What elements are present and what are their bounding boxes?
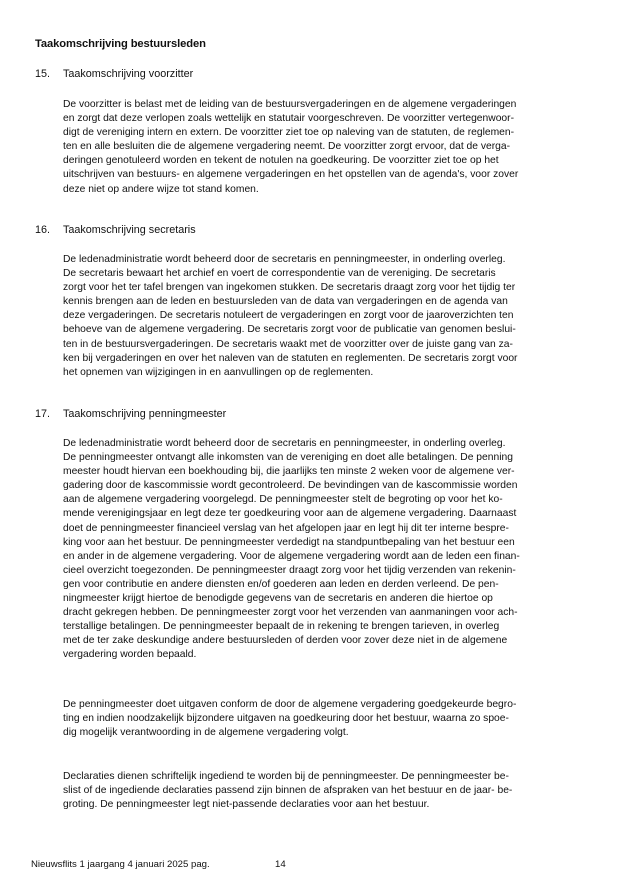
text-line: en zorgt dat deze verlopen zoals wettelijk en statutair voorgeschreven. De voorzitter vertegenwoor- bbox=[63, 113, 515, 125]
text-line: zorgt voor het ter tafel brengen van ingekomen stukken. De secretaris draagt zorg voor het tijdig ter bbox=[63, 282, 516, 294]
text-line: terstallige betalingen. De penningmeester bepaalt de in rekening te brengen tarieven, in overleg bbox=[63, 621, 500, 633]
text-line: Declaraties dienen schriftelijk ingediend te worden bij de penningmeester. De penningmeester be- bbox=[63, 771, 509, 782]
text-line: ten en alle besluiten die de algemene vergadering neemt. De voorzitter zorgt ervoor, dat de verga- bbox=[63, 141, 511, 153]
section-title: Taakomschrijving secretaris bbox=[63, 224, 196, 236]
text-line: gen voor contributie en andere diensten en/of goederen aan leden en derden verleend. De pen- bbox=[63, 578, 499, 590]
text-line: mende verenigingsjaar en legt deze ter goedkeuring voor aan de algemene vergadering. Daarnaast bbox=[63, 508, 517, 520]
section-title: Taakomschrijving penningmeester bbox=[63, 408, 227, 420]
text-line: king voor aan het bestuur. De penningmeester verdedigt na standpuntbepaling van het bestuur een bbox=[63, 536, 515, 548]
text-line: deze vergaderingen. De secretaris notuleert de vergaderingen en zorgt voor de jaaroverzichten ten bbox=[63, 310, 514, 322]
section-heading-17 bbox=[35, 408, 226, 420]
text-line: groting. De penningmeester legt niet-passende declaraties voor aan het bestuur. bbox=[63, 799, 430, 811]
text-line: slist of de ingediende declaraties passend zijn binnen de afspraken van het bestuur en de jaar- be- bbox=[63, 785, 513, 797]
text-line: De ledenadministratie wordt beheerd door de secretaris en penningmeester, in onderling overleg. bbox=[63, 254, 506, 265]
text-line: digt de vereniging intern en extern. De voorzitter ziet toe op naleving van de statuten, de reglemen- bbox=[63, 127, 515, 139]
text-line: ten in de bestuursvergaderingen. De secretaris waakt met de voorzitter over de juiste gang van za- bbox=[63, 338, 513, 350]
text-line: vergadering worden bepaald. bbox=[63, 649, 197, 661]
text-line: De ledenadministratie wordt beheerd door de secretaris en penningmeester, in onderling overleg. bbox=[63, 438, 506, 449]
text-line: ningmeester krijgt hiertoe de benodigde gegevens van de secretaris en anderen die hiertoe op bbox=[63, 593, 493, 605]
text-line: aan de algemene vergadering voorgelegd. De penningmeester stelt de begroting op voor het ko- bbox=[63, 494, 503, 506]
paragraph-penningmeester-2 bbox=[63, 698, 583, 740]
paragraph-penningmeester-3 bbox=[63, 770, 583, 812]
paragraph-voorzitter bbox=[63, 98, 583, 197]
text-line: doet de penningmeester financieel verslag van het afgelopen jaar en legt hij dit ter interne bespre- bbox=[63, 522, 509, 534]
text-line: gadering door de kascommissie wordt gecontroleerd. De bevindingen van de kascommissie worden bbox=[63, 480, 518, 492]
text-line: het opnemen van wijzigingen in en aanvullingen op de reglementen. bbox=[63, 366, 374, 378]
section-heading-16 bbox=[35, 224, 196, 236]
section-number: 16. bbox=[35, 224, 51, 236]
text-line: meester houdt hiervan een boekhouding bij, die jaarlijks ten minste 2 weken voor de algemene ver- bbox=[63, 466, 515, 478]
page-number: 14 bbox=[275, 859, 286, 870]
text-line: en ander in de algemene vergadering. Voor de algemene vergadering wordt aan de leden een finan- bbox=[63, 550, 520, 562]
footer-text: Nieuwsflits 1 jaargang 4 januari 2025 pag. bbox=[31, 859, 210, 870]
paragraph-secretaris bbox=[63, 253, 583, 380]
page-footer bbox=[31, 859, 286, 870]
text-line: ken bij vergaderingen en over het naleven van de statuten en reglementen. De secretaris zorgt voor bbox=[63, 352, 518, 364]
text-line: behoeve van de algemene vergadering. De secretaris zorgt voor de publicatie van genomen beslui- bbox=[63, 324, 516, 336]
text-line: De secretaris bewaart het archief en voert de correspondentie van de vereniging. De secretaris bbox=[63, 268, 496, 280]
text-line: kennis brengen aan de leden en bestuursleden van de data van vergaderingen en de agenda van bbox=[63, 296, 508, 308]
text-line: cieel overzicht toegezonden. De penningmeester draagt zorg voor het tijdig verzenden van rekenin- bbox=[63, 564, 516, 576]
section-title: Taakomschrijving voorzitter bbox=[63, 68, 194, 80]
text-line: dig mogelijk verantwoording in de algemene vergadering volgt. bbox=[63, 727, 349, 739]
text-line: deringen genotuleerd worden en tekent de notulen na goedkeuring. De voorzitter ziet toe op het bbox=[63, 155, 499, 167]
paragraph-penningmeester-1 bbox=[63, 437, 583, 663]
section-number: 17. bbox=[35, 408, 51, 420]
text-line: dracht gekregen hebben. De penningmeester zorgt voor het verzenden van aanmaningen voor ach- bbox=[63, 607, 518, 619]
text-line: met de ter zake deskundige andere bestuursleden of derden voor zover deze niet in de algemene bbox=[63, 635, 508, 647]
document-title: Taakomschrijving bestuursleden bbox=[35, 38, 206, 50]
text-line: De penningmeester ontvangt alle inkomsten van de vereniging en doet alle betalingen. De penning bbox=[63, 452, 513, 464]
text-line: ting en indien noodzakelijk bijzondere uitgaven na goedkeuring door het bestuur, waarna zo spoe- bbox=[63, 713, 509, 725]
section-heading-15 bbox=[35, 68, 193, 80]
text-line: De penningmeester doet uitgaven conform de door de algemene vergadering goedgekeurde begro- bbox=[63, 699, 517, 710]
text-line: uitschrijven van bestuurs- en algemene vergaderingen en het opstellen van de agenda's, voor zover bbox=[63, 169, 519, 181]
section-number: 15. bbox=[35, 68, 51, 80]
text-line: deze niet op andere wijze tot stand komen. bbox=[63, 183, 259, 195]
text-line: De voorzitter is belast met de leiding van de bestuursvergaderingen en de algemene vergaderingen bbox=[63, 99, 517, 110]
